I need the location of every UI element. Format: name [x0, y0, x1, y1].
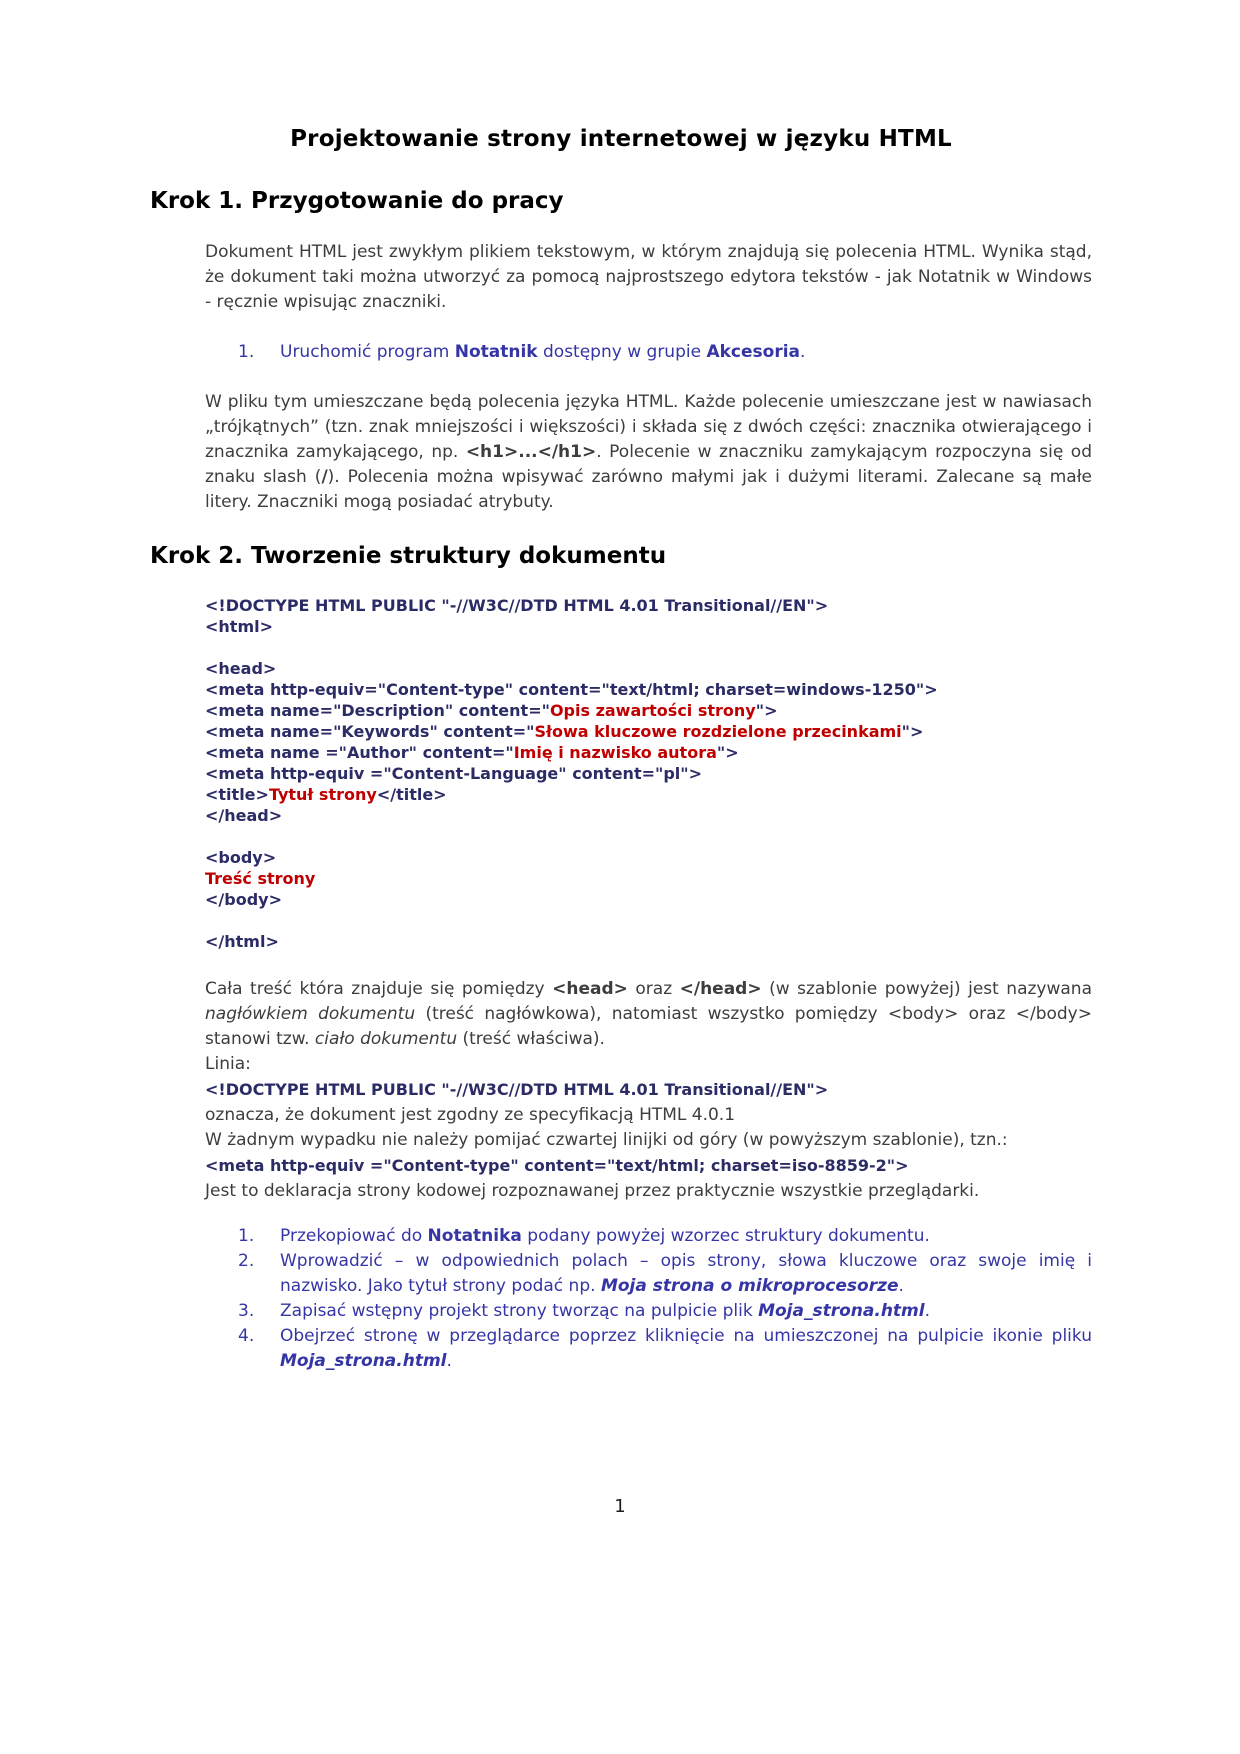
page-number: 1 — [614, 1496, 626, 1517]
code-line — [205, 784, 1092, 805]
codepage-declaration-text: Jest to deklaracja strony kodowej rozpoznawanej przez praktycznie wszystkie przeglądarki. — [205, 1181, 980, 1201]
text-segment: <meta name ="Author" content=" — [205, 743, 514, 762]
list-item-number: 2. — [238, 1251, 255, 1271]
html-template-code-block — [205, 595, 1092, 952]
text-segment: </title> — [376, 785, 447, 804]
text-segment: <title> — [205, 785, 269, 804]
list-item-text — [280, 340, 1092, 365]
text-segment: </head> — [679, 979, 762, 999]
code-line — [205, 910, 1092, 931]
code-line — [205, 805, 1092, 826]
text-segment: <meta http-equiv ="Content-type" content="text/html; charset=iso-8859-2"> — [205, 1156, 909, 1175]
text-segment: </head> — [205, 806, 283, 825]
text-segment: ). Polecenia można wpisywać zarówno małymi jak i dużymi literami. Zalecane są małe litery. Znaczniki mogą posiadać atrybuty. — [205, 467, 1093, 512]
numbered-list-krok1 — [238, 340, 1092, 365]
text-segment: Dokument HTML jest zwykłym plikiem tekstowym, w którym znajdują się polecenia HTML. Wynika stąd, że dokument taki można utworzyć za pomocą najprostszego edytora tekstów - jak Notatnik w Windows - ręcznie wpisując znaczniki. — [205, 242, 1092, 312]
list-item-text — [280, 1299, 1092, 1324]
text-segment: Moja strona o mikroprocesorze — [600, 1276, 899, 1296]
text-segment: Imię i nazwisko autora — [513, 743, 717, 762]
text-segment: Zapisać wstępny projekt strony tworząc na pulpicie plik — [280, 1301, 759, 1321]
section-heading-krok2: Krok 2. Tworzenie struktury dokumentu — [150, 543, 667, 569]
text-segment: <meta name="Keywords" content=" — [205, 722, 535, 741]
text-segment: oraz — [627, 979, 680, 999]
text-segment: Opis zawartości strony — [549, 701, 756, 720]
structure-explanation-block — [205, 977, 1092, 1204]
paragraph-html-file-intro — [205, 240, 1092, 315]
list-item-text — [280, 1249, 1092, 1299]
text-segment: Przekopiować do — [280, 1226, 428, 1246]
document-title: Projektowanie strony internetowej w języku HTML — [290, 126, 952, 152]
list-item-text — [280, 1224, 1092, 1249]
list-item — [238, 340, 1092, 365]
text-segment: <body> — [205, 848, 277, 867]
text-segment: Notatnik — [454, 342, 538, 362]
paragraph-head-body-explanation — [205, 977, 1092, 1052]
text-segment: </html> — [205, 932, 279, 951]
text-segment: <meta http-equiv ="Content-Language" content="pl"> — [205, 764, 703, 783]
text-segment: Moja_strona.html — [280, 1351, 447, 1371]
text-segment: <h1>...</h1> — [465, 442, 597, 462]
text-segment: (treść nagłówkowa), natomiast wszystko pomiędzy <body> oraz </body> stanowi tzw. — [205, 1004, 1092, 1049]
list-item-number: 1. — [238, 1226, 255, 1246]
code-line — [205, 616, 1092, 637]
list-item-text — [280, 1324, 1092, 1374]
code-line — [205, 637, 1092, 658]
text-segment: (w szablonie powyżej) jest nazywana — [761, 979, 1092, 999]
text-segment: . — [898, 1276, 904, 1296]
text-segment: Obejrzeć stronę w przeglądarce poprzez kliknięcie na umieszczonej na pulpicie ikonie pliku — [280, 1326, 1092, 1346]
text-segment: Słowa kluczowe rozdzielone przecinkami — [534, 722, 902, 741]
text-segment: Wprowadzić – w odpowiednich polach – opis strony, słowa kluczowe oraz swoje imię i nazwisko. Jako tytuł strony podać np. — [280, 1251, 1092, 1296]
list-item — [238, 1224, 1092, 1249]
text-segment: / — [321, 467, 328, 487]
text-segment: Notatnika — [427, 1226, 522, 1246]
text-segment: "> — [716, 743, 739, 762]
list-item-number: 3. — [238, 1301, 255, 1321]
doctype-code-line — [205, 1077, 1092, 1103]
text-segment: <meta http-equiv="Content-type" content="text/html; charset=windows-1250"> — [205, 680, 938, 699]
text-segment: . — [800, 342, 806, 362]
code-line — [205, 763, 1092, 784]
text-segment: Cała treść która znajduje się pomiędzy — [205, 979, 553, 999]
code-line — [205, 889, 1092, 910]
text-segment: <head> — [552, 979, 628, 999]
text-segment: podany powyżej wzorzec struktury dokumentu. — [521, 1226, 930, 1246]
text-segment: dostępny w grupie — [537, 342, 707, 362]
paragraph-tags-explanation — [205, 390, 1092, 515]
text-segment: <!DOCTYPE HTML PUBLIC "-//W3C//DTD HTML 4.01 Transitional//EN"> — [205, 596, 829, 615]
list-item-number: 1. — [238, 342, 255, 362]
text-segment: . — [446, 1351, 452, 1371]
numbered-list-krok2 — [238, 1224, 1092, 1374]
text-segment: Uruchomić program — [280, 342, 455, 362]
text-segment: nagłówkiem dokumentu — [205, 1004, 416, 1024]
list-item — [238, 1324, 1092, 1374]
text-segment: <meta name="Description" content=" — [205, 701, 550, 720]
text-segment: (treść właściwa). — [457, 1029, 605, 1049]
list-item — [238, 1249, 1092, 1299]
code-line — [205, 700, 1092, 721]
text-segment: Moja_strona.html — [758, 1301, 925, 1321]
code-line — [205, 742, 1092, 763]
code-line — [205, 847, 1092, 868]
code-line — [205, 721, 1092, 742]
text-segment: "> — [901, 722, 924, 741]
text-segment: Treść strony — [205, 869, 316, 888]
code-line — [205, 868, 1092, 889]
text-segment: Tytuł strony — [268, 785, 377, 804]
list-item-number: 4. — [238, 1326, 255, 1346]
text-segment: Akcesoria — [706, 342, 801, 362]
text-segment: ciało dokumentu — [314, 1029, 458, 1049]
text-segment: <html> — [205, 617, 274, 636]
text-segment: . Polecenie w znaczniku zamykającym rozpoczyna się od znaku slash ( — [205, 442, 1092, 487]
text-segment: <!DOCTYPE HTML PUBLIC "-//W3C//DTD HTML 4.01 Transitional//EN"> — [205, 1080, 829, 1099]
text-segment: "> — [755, 701, 778, 720]
code-line — [205, 658, 1092, 679]
code-line — [205, 826, 1092, 847]
list-item — [238, 1299, 1092, 1324]
text-segment: W pliku tym umieszczane będą polecenia języka HTML. Każde polecenie umieszczane jest w nawiasach „trójkątnych” (tzn. znak mniejszości i większości) i składa się z dwóch części: znacznika otwierającego i znacznika zamykającego, np. — [205, 392, 1092, 462]
text-segment: </body> — [205, 890, 282, 909]
text-segment: <head> — [205, 659, 277, 678]
doctype-meaning-text: oznacza, że dokument jest zgodny ze specyfikacją HTML 4.0.1 — [205, 1105, 736, 1125]
fourth-line-warning-text: W żadnym wypadku nie należy pomijać czwartej linijki od góry (w powyższym szablonie), tzn.: — [205, 1130, 1008, 1150]
code-line — [205, 931, 1092, 952]
code-line — [205, 679, 1092, 700]
text-segment: . — [924, 1301, 930, 1321]
linia-label: Linia: — [205, 1054, 251, 1074]
code-line — [205, 595, 1092, 616]
section-heading-krok1: Krok 1. Przygotowanie do pracy — [150, 188, 564, 214]
meta-code-line — [205, 1153, 1092, 1179]
